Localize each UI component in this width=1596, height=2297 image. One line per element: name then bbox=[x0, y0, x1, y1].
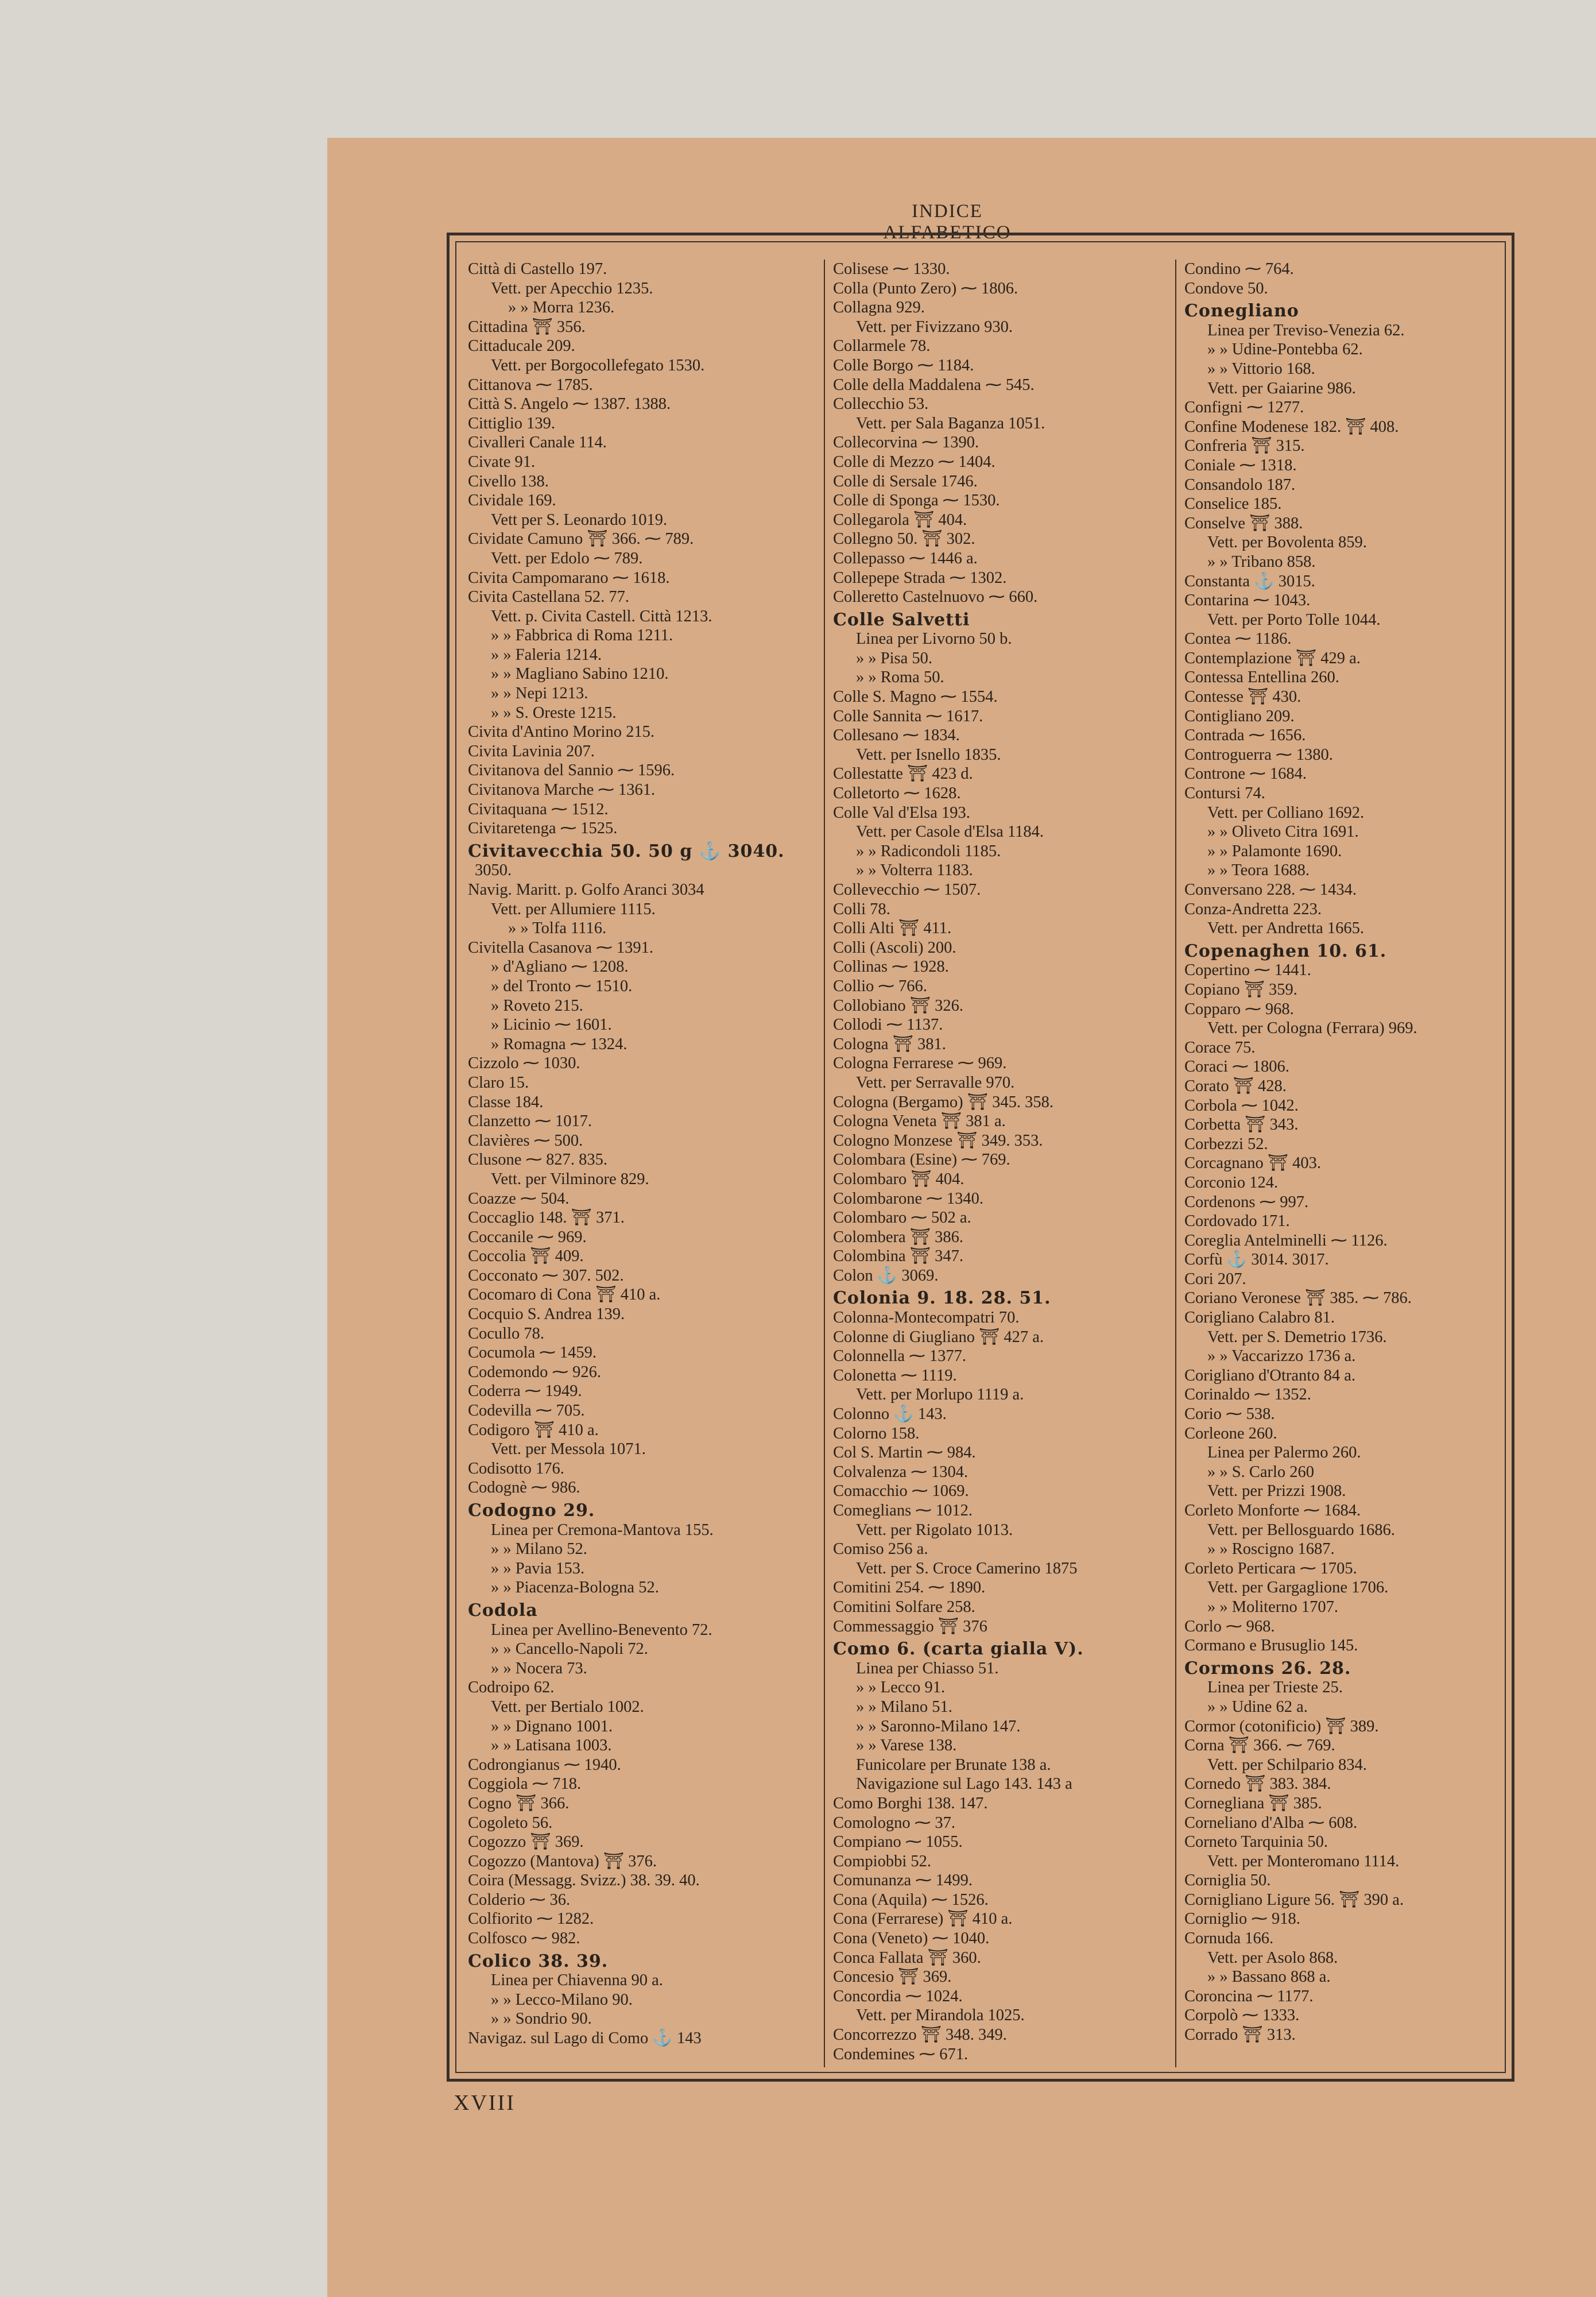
index-entry: Vett. per Fivizzano 930. bbox=[856, 318, 1013, 336]
index-entry: » » Moliterno 1707. bbox=[1207, 1598, 1338, 1616]
index-entry: Cori 207. bbox=[1184, 1270, 1246, 1288]
index-entry: Vett. per Vilminore 829. bbox=[491, 1170, 649, 1188]
index-entry: Commessaggio ⛩ 376 bbox=[833, 1617, 987, 1635]
index-entry: Coazze ⁓ 504. bbox=[468, 1189, 570, 1208]
index-entry: Coira (Messagg. Svizz.) 38. 39. 40. bbox=[468, 1871, 700, 1890]
index-column-2 bbox=[824, 260, 1172, 2067]
index-entry: » Licinio ⁓ 1601. bbox=[491, 1016, 612, 1034]
index-entry: » Roveto 215. bbox=[491, 996, 583, 1015]
index-entry: Cividate Camuno ⛩ 366. ⁓ 789. bbox=[468, 530, 694, 548]
index-entry: Colonetta ⁓ 1119. bbox=[833, 1366, 957, 1385]
index-entry: Collarmele 78. bbox=[833, 337, 931, 355]
index-entry: Cologna ⛩ 381. bbox=[833, 1035, 946, 1053]
index-entry: Contrada ⁓ 1656. bbox=[1184, 726, 1306, 745]
index-entry: Città S. Angelo ⁓ 1387. 1388. bbox=[468, 395, 671, 413]
index-entry: Contea ⁓ 1186. bbox=[1184, 630, 1292, 648]
index-entry: Controguerra ⁓ 1380. bbox=[1184, 745, 1333, 764]
index-entry: Civello 138. bbox=[468, 472, 549, 490]
index-entry: Vett. per Cologna (Ferrara) 969. bbox=[1207, 1019, 1417, 1038]
index-entry: Colle Val d'Elsa 193. bbox=[833, 803, 970, 822]
index-entry: » » Udine-Pontebba 62. bbox=[1207, 341, 1363, 359]
index-entry: Cogozzo ⛩ 369. bbox=[468, 1833, 584, 1851]
index-entry: Coreglia Antelminelli ⁓ 1126. bbox=[1184, 1231, 1388, 1250]
index-entry: » » Latisana 1003. bbox=[491, 1737, 612, 1755]
index-entry: Copparo ⁓ 968. bbox=[1184, 1000, 1294, 1018]
index-entry: Colonnella ⁓ 1377. bbox=[833, 1347, 966, 1366]
index-entry: Colonno ⚓ 143. bbox=[833, 1405, 947, 1424]
index-entry: Consandolo 187. bbox=[1184, 475, 1296, 494]
index-entry: Cordenons ⁓ 997. bbox=[1184, 1193, 1309, 1211]
index-entry: Cogno ⛩ 366. bbox=[468, 1794, 570, 1812]
index-entry: Cormano e Brusuglio 145. bbox=[1184, 1637, 1358, 1655]
index-entry: Linea per Livorno 50 b. bbox=[856, 630, 1012, 648]
index-entry: Corlo ⁓ 968. bbox=[1184, 1617, 1275, 1635]
index-entry: Comeglians ⁓ 1012. bbox=[833, 1502, 973, 1519]
index-entry: Colle di Sponga ⁓ 1530. bbox=[833, 492, 1000, 510]
index-entry: Linea per Chiasso 51. bbox=[856, 1659, 999, 1677]
index-heading-entry: Colle Salvetti bbox=[833, 609, 970, 630]
index-entry: Vett. per S. Demetrio 1736. bbox=[1207, 1328, 1387, 1346]
index-entry: » » Vittorio 168. bbox=[1207, 359, 1315, 378]
index-entry: Corneliano d'Alba ⁓ 608. bbox=[1184, 1813, 1358, 1832]
index-entry: Contarina ⁓ 1043. bbox=[1184, 591, 1311, 610]
index-entry: » » Vaccarizzo 1736 a. bbox=[1207, 1347, 1356, 1366]
index-entry: » » Cancello-Napoli 72. bbox=[491, 1640, 648, 1658]
index-entry: Vett. per Messola 1071. bbox=[491, 1440, 646, 1459]
index-entry: » » Tolfa 1116. bbox=[508, 919, 607, 938]
index-entry: » » Roma 50. bbox=[856, 668, 944, 687]
index-entry: Colle Borgo ⁓ 1184. bbox=[833, 356, 974, 374]
index-entry: Cona (Veneto) ⁓ 1040. bbox=[833, 1929, 990, 1948]
index-entry: » del Tronto ⁓ 1510. bbox=[491, 977, 633, 995]
index-entry: Vett. per Bellosguardo 1686. bbox=[1207, 1521, 1395, 1539]
index-heading-entry: Colico 38. 39. bbox=[468, 1951, 609, 1971]
index-entry: Comologno ⁓ 37. bbox=[833, 1813, 955, 1832]
index-entry: Cittanova ⁓ 1785. bbox=[468, 376, 593, 394]
index-entry: » » Fabbrica di Roma 1211. bbox=[491, 627, 673, 645]
index-entry: Vett. per Bovolenta 859. bbox=[1207, 533, 1367, 552]
index-entry: Corigliano Calabro 81. bbox=[1184, 1309, 1335, 1327]
index-entry: Coccolia ⛩ 409. bbox=[468, 1247, 584, 1266]
index-entry: Corbetta ⛩ 343. bbox=[1184, 1116, 1299, 1134]
index-entry: Corio ⁓ 538. bbox=[1184, 1405, 1275, 1424]
index-entry: Civita Castellana 52. 77. bbox=[468, 588, 629, 606]
index-entry: Colletorto ⁓ 1628. bbox=[833, 784, 961, 803]
index-entry: Civitella Casanova ⁓ 1391. bbox=[468, 938, 653, 957]
index-entry: Cordovado 171. bbox=[1184, 1212, 1290, 1231]
index-entry: Vett. per Colliano 1692. bbox=[1207, 803, 1365, 822]
index-entry: Conza-Andretta 223. bbox=[1184, 900, 1322, 918]
index-entry: Vett. per Bertialo 1002. bbox=[491, 1697, 644, 1716]
index-entry: Cormor (cotonificio) ⛩ 389. bbox=[1184, 1717, 1379, 1735]
index-heading-entry: Como 6. (carta gialla V). bbox=[833, 1639, 1084, 1660]
index-entry: Cittadina ⛩ 356. bbox=[468, 318, 586, 336]
index-entry: Concesio ⛩ 369. bbox=[833, 1968, 952, 1986]
index-entry: Vett. per Mirandola 1025. bbox=[856, 2006, 1025, 2025]
index-entry: » » Udine 62 a. bbox=[1207, 1697, 1308, 1716]
index-entry: Claro 15. bbox=[468, 1073, 529, 1092]
index-entry: Corrado ⛩ 313. bbox=[1184, 2026, 1296, 2044]
index-entry: » » Nocera 73. bbox=[491, 1659, 587, 1677]
index-entry: » Romagna ⁓ 1324. bbox=[491, 1035, 627, 1053]
index-entry: Colombaro ⁓ 502 a. bbox=[833, 1209, 971, 1227]
page-header: INDICE ALFABETICO bbox=[883, 201, 1012, 243]
index-entry: Codigoro ⛩ 410 a. bbox=[468, 1421, 599, 1439]
index-entry: Cona (Ferrarese) ⛩ 410 a. bbox=[833, 1910, 1013, 1928]
index-entry: Conversano 228. ⁓ 1434. bbox=[1184, 881, 1357, 899]
index-entry: Colombara (Esine) ⁓ 769. bbox=[833, 1151, 1010, 1169]
index-entry: Corconio 124. bbox=[1184, 1173, 1279, 1192]
index-entry: Vett. per Sala Baganza 1051. bbox=[856, 414, 1045, 432]
page-number: XVIII bbox=[454, 2091, 516, 2115]
index-column-3 bbox=[1175, 260, 1517, 2067]
index-entry: Corna ⛩ 366. ⁓ 769. bbox=[1184, 1737, 1335, 1755]
index-entry: » d'Agliano ⁓ 1208. bbox=[491, 958, 629, 976]
index-entry: Condino ⁓ 764. bbox=[1184, 260, 1294, 278]
index-entry: Collinas ⁓ 1928. bbox=[833, 958, 949, 976]
index-entry: Linea per Treviso-Venezia 62. bbox=[1207, 321, 1405, 339]
index-column-1 bbox=[468, 260, 812, 2067]
index-entry: Col S. Martin ⁓ 984. bbox=[833, 1444, 976, 1462]
index-entry: Linea per Trieste 25. bbox=[1207, 1679, 1343, 1697]
index-entry: Colombarone ⁓ 1340. bbox=[833, 1189, 984, 1208]
index-heading-entry: Colonia 9. 18. 28. 51. bbox=[833, 1288, 1051, 1309]
index-entry: Colla (Punto Zero) ⁓ 1806. bbox=[833, 279, 1018, 297]
index-entry: Coniale ⁓ 1318. bbox=[1184, 456, 1297, 474]
index-entry: Linea per Avellino-Benevento 72. bbox=[491, 1621, 712, 1639]
index-entry: Codroipo 62. bbox=[468, 1679, 555, 1697]
index-entry: Vett. per Serravalle 970. bbox=[856, 1073, 1015, 1092]
index-entry: Civita Lavinia 207. bbox=[468, 742, 595, 760]
index-entry: Colli (Ascoli) 200. bbox=[833, 938, 956, 957]
index-entry: Confine Modenese 182. ⛩ 408. bbox=[1184, 417, 1399, 436]
index-entry: Cologna Veneta ⛩ 381 a. bbox=[833, 1112, 1006, 1131]
index-heading-entry: Cormons 26. 28. bbox=[1184, 1658, 1351, 1679]
index-entry: Colle di Mezzo ⁓ 1404. bbox=[833, 453, 995, 471]
index-frame bbox=[447, 233, 1514, 2082]
index-entry: Colon ⚓ 3069. bbox=[833, 1266, 939, 1285]
index-entry: Coccanile ⁓ 969. bbox=[468, 1228, 587, 1246]
index-entry: Civate 91. bbox=[468, 453, 536, 471]
index-entry: Codognè ⁓ 986. bbox=[468, 1479, 580, 1497]
index-entry: Clanzetto ⁓ 1017. bbox=[468, 1112, 592, 1131]
index-entry: Collobiano ⛩ 326. bbox=[833, 996, 963, 1015]
index-entry: » » Nepi 1213. bbox=[491, 685, 588, 703]
index-entry: Cologna (Bergamo) ⛩ 345. 358. bbox=[833, 1093, 1053, 1111]
index-entry: Comitini 254. ⁓ 1890. bbox=[833, 1579, 986, 1597]
index-entry: » » Lecco 91. bbox=[856, 1679, 946, 1697]
index-entry: Città di Castello 197. bbox=[468, 260, 607, 278]
index-entry: Colombaro ⛩ 404. bbox=[833, 1170, 964, 1188]
index-entry: » » Sondrio 90. bbox=[491, 2010, 592, 2028]
index-entry: » » Radicondoli 1185. bbox=[856, 842, 1001, 860]
index-entry: Collegarola ⛩ 404. bbox=[833, 511, 967, 529]
index-entry: Coderra ⁓ 1949. bbox=[468, 1382, 582, 1401]
index-entry: Collagna 929. bbox=[833, 299, 925, 317]
index-entry: Contursi 74. bbox=[1184, 784, 1265, 803]
index-entry: Clavières ⁓ 500. bbox=[468, 1131, 583, 1150]
index-entry: Copertino ⁓ 1441. bbox=[1184, 961, 1311, 980]
index-entry: Corleone 260. bbox=[1184, 1424, 1277, 1443]
index-entry: Controne ⁓ 1684. bbox=[1184, 765, 1307, 783]
index-entry: Vett. per Andretta 1665. bbox=[1207, 919, 1365, 938]
index-entry: Vett. per Edolo ⁓ 789. bbox=[491, 549, 643, 567]
index-entry: Collio ⁓ 766. bbox=[833, 977, 927, 995]
index-entry: Codemondo ⁓ 926. bbox=[468, 1363, 601, 1381]
index-entry: Collestatte ⛩ 423 d. bbox=[833, 765, 973, 783]
index-entry: Vett. per Porto Tolle 1044. bbox=[1207, 610, 1381, 629]
index-entry: Vett. per Casole d'Elsa 1184. bbox=[856, 823, 1044, 841]
index-entry: Colonne di Giugliano ⛩ 427 a. bbox=[833, 1328, 1044, 1346]
index-entry: Comunanza ⁓ 1499. bbox=[833, 1871, 973, 1890]
index-entry: Navigazione sul Lago 143. 143 a bbox=[856, 1775, 1072, 1793]
index-entry: Cocconato ⁓ 307. 502. bbox=[468, 1266, 624, 1285]
index-entry: Linea per Cremona-Mantova 155. bbox=[491, 1521, 714, 1539]
index-entry: » » Varese 138. bbox=[856, 1737, 957, 1755]
index-entry: Contemplazione ⛩ 429 a. bbox=[1184, 649, 1361, 667]
index-entry: Vett per S. Leonardo 1019. bbox=[491, 511, 668, 529]
index-entry: Colombina ⛩ 347. bbox=[833, 1247, 963, 1266]
index-entry: Cocumola ⁓ 1459. bbox=[468, 1344, 597, 1362]
index-entry: Cornegliana ⛩ 385. bbox=[1184, 1794, 1322, 1812]
index-entry: Clusone ⁓ 827. 835. bbox=[468, 1151, 608, 1169]
index-entry: Colderio ⁓ 36. bbox=[468, 1890, 571, 1909]
index-entry: Navig. Maritt. p. Golfo Aranci 3034 bbox=[468, 881, 704, 899]
index-entry: » » Dignano 1001. bbox=[491, 1717, 613, 1735]
index-entry: Coroncina ⁓ 1177. bbox=[1184, 1987, 1314, 2005]
index-entry: Cittiglio 139. bbox=[468, 414, 556, 432]
index-entry: Compiano ⁓ 1055. bbox=[833, 1833, 963, 1851]
index-entry: Civita d'Antino Morino 215. bbox=[468, 723, 654, 741]
index-entry: » » Milano 52. bbox=[491, 1540, 587, 1559]
index-entry: Corneto Tarquinia 50. bbox=[1184, 1833, 1328, 1851]
index-entry: Condemines ⁓ 671. bbox=[833, 2045, 969, 2063]
index-entry: Comitini Solfare 258. bbox=[833, 1598, 975, 1616]
index-entry: Colli 78. bbox=[833, 900, 890, 918]
index-heading-entry: Copenaghen 10. 61. bbox=[1184, 941, 1387, 961]
index-entry: Vett. per S. Croce Camerino 1875 bbox=[856, 1559, 1078, 1577]
index-entry: Collepasso ⁓ 1446 a. bbox=[833, 549, 978, 567]
index-entry: Civitaretenga ⁓ 1525. bbox=[468, 819, 618, 838]
index-entry: Vett. per Isnello 1835. bbox=[856, 745, 1001, 764]
index-entry: Cocquio S. Andrea 139. bbox=[468, 1305, 625, 1324]
index-entry: Corniglio ⁓ 918. bbox=[1184, 1910, 1300, 1928]
index-entry: Corleto Monforte ⁓ 1684. bbox=[1184, 1502, 1361, 1519]
index-entry: Collevecchio ⁓ 1507. bbox=[833, 881, 981, 899]
index-heading-entry: Codola bbox=[468, 1600, 538, 1621]
index-entry: » » Palamonte 1690. bbox=[1207, 842, 1342, 860]
index-entry: » » Oliveto Citra 1691. bbox=[1207, 823, 1359, 841]
index-entry: Collepepe Strada ⁓ 1302. bbox=[833, 569, 1007, 587]
index-entry: Conca Fallata ⛩ 360. bbox=[833, 1948, 981, 1967]
index-entry: Vett. per Monteromano 1114. bbox=[1207, 1852, 1400, 1870]
index-entry: » » Faleria 1214. bbox=[491, 645, 602, 664]
index-entry: Colle della Maddalena ⁓ 545. bbox=[833, 376, 1035, 394]
index-entry: » » Tribano 858. bbox=[1207, 552, 1316, 571]
index-entry: Vett. per Allumiere 1115. bbox=[491, 900, 656, 918]
index-entry: Concorrezzo ⛩ 348. 349. bbox=[833, 2026, 1007, 2044]
index-entry: Cizzolo ⁓ 1030. bbox=[468, 1054, 580, 1073]
index-entry: 3050. bbox=[475, 861, 512, 880]
index-entry: Corpolò ⁓ 1333. bbox=[1184, 2006, 1300, 2025]
index-entry: Colvalenza ⁓ 1304. bbox=[833, 1463, 969, 1481]
index-entry: Cittaducale 209. bbox=[468, 337, 575, 355]
index-entry: Cocomaro di Cona ⛩ 410 a. bbox=[468, 1286, 661, 1304]
index-entry: Cividale 169. bbox=[468, 492, 556, 510]
index-entry: Contessa Entellina 260. bbox=[1184, 668, 1339, 687]
index-entry: Corinaldo ⁓ 1352. bbox=[1184, 1386, 1311, 1404]
index-entry: Constanta ⚓ 3015. bbox=[1184, 572, 1315, 590]
index-entry: Civitanova Marche ⁓ 1361. bbox=[468, 781, 656, 799]
index-entry: Colle S. Magno ⁓ 1554. bbox=[833, 688, 998, 706]
index-entry: » » Volterra 1183. bbox=[856, 861, 973, 880]
index-heading-entry: Civitavecchia 50. 50 g ⚓ 3040. bbox=[468, 841, 785, 861]
index-entry: Corbezzi 52. bbox=[1184, 1135, 1268, 1153]
index-entry: » » S. Oreste 1215. bbox=[491, 703, 617, 722]
index-entry: Linea per Chiavenna 90 a. bbox=[491, 1971, 663, 1990]
index-entry: Configni ⁓ 1277. bbox=[1184, 399, 1304, 417]
index-entry: Civalleri Canale 114. bbox=[468, 434, 607, 452]
index-entry: Compiobbi 52. bbox=[833, 1852, 932, 1870]
index-entry: Colli Alti ⛩ 411. bbox=[833, 919, 952, 938]
index-entry: Comacchio ⁓ 1069. bbox=[833, 1482, 969, 1501]
index-entry: Codrongianus ⁓ 1940. bbox=[468, 1755, 621, 1774]
index-entry: Colle di Sersale 1746. bbox=[833, 472, 978, 490]
index-entry: Codevilla ⁓ 705. bbox=[468, 1402, 585, 1420]
index-entry: Cocullo 78. bbox=[468, 1324, 544, 1343]
index-entry: Funicolare per Brunate 138 a. bbox=[856, 1755, 1051, 1774]
index-entry: Classe 184. bbox=[468, 1093, 544, 1111]
index-heading-entry: Codogno 29. bbox=[468, 1501, 595, 1521]
index-entry: Colisese ⁓ 1330. bbox=[833, 260, 950, 278]
index-entry: Cogoleto 56. bbox=[468, 1813, 553, 1832]
index-entry: Vett. per Asolo 868. bbox=[1207, 1948, 1338, 1967]
index-entry: » » Pisa 50. bbox=[856, 649, 933, 667]
index-entry: Corato ⛩ 428. bbox=[1184, 1077, 1287, 1095]
index-entry: Conselice 185. bbox=[1184, 495, 1282, 513]
index-entry: Coccaglio 148. ⛩ 371. bbox=[468, 1209, 625, 1227]
index-entry: » » S. Carlo 260 bbox=[1207, 1463, 1315, 1481]
index-entry: Coraci ⁓ 1806. bbox=[1184, 1058, 1289, 1076]
index-heading-entry: Conegliano bbox=[1184, 301, 1299, 322]
index-entry: Vett. per Borgocollefegato 1530. bbox=[491, 356, 705, 374]
index-entry: Colleretto Castelnuovo ⁓ 660. bbox=[833, 588, 1038, 606]
index-entry: Collesano ⁓ 1834. bbox=[833, 726, 960, 745]
index-entry: Copiano ⛩ 359. bbox=[1184, 980, 1297, 999]
index-entry: » » Lecco-Milano 90. bbox=[491, 1990, 633, 2009]
index-entry: Corfù ⚓ 3014. 3017. bbox=[1184, 1251, 1329, 1269]
index-entry: Vett. per Gargaglione 1706. bbox=[1207, 1579, 1389, 1597]
index-entry: Codisotto 176. bbox=[468, 1459, 564, 1478]
index-entry: Collecchio 53. bbox=[833, 395, 929, 413]
index-entry: » » Teora 1688. bbox=[1207, 861, 1310, 880]
index-entry: Vett. per Prizzi 1908. bbox=[1207, 1482, 1346, 1501]
index-entry: Corace 75. bbox=[1184, 1038, 1256, 1057]
index-entry: Como Borghi 138. 147. bbox=[833, 1794, 988, 1812]
index-entry: Colonna-Montecompatri 70. bbox=[833, 1309, 1020, 1327]
index-entry: Linea per Palermo 260. bbox=[1207, 1444, 1361, 1462]
index-entry: Corbola ⁓ 1042. bbox=[1184, 1096, 1299, 1115]
index-entry: Cornedo ⛩ 383. 384. bbox=[1184, 1775, 1331, 1793]
index-entry: Confreria ⛩ 315. bbox=[1184, 437, 1305, 455]
index-entry: Civita Campomarano ⁓ 1618. bbox=[468, 569, 670, 587]
index-entry: Cologno Monzese ⛩ 349. 353. bbox=[833, 1131, 1043, 1150]
index-entry: Vett. per Morlupo 1119 a. bbox=[856, 1386, 1024, 1404]
index-entry: Colle Sannita ⁓ 1617. bbox=[833, 707, 983, 725]
index-entry: Colorno 158. bbox=[833, 1424, 920, 1443]
index-frame-inner bbox=[455, 241, 1506, 2073]
index-entry: Civitanova del Sannio ⁓ 1596. bbox=[468, 761, 675, 780]
index-entry: » » Piacenza-Bologna 52. bbox=[491, 1579, 659, 1597]
index-entry: Concordia ⁓ 1024. bbox=[833, 1987, 963, 2005]
index-entry: Collecorvina ⁓ 1390. bbox=[833, 434, 979, 452]
index-entry: Vett. p. Civita Castell. Città 1213. bbox=[491, 607, 712, 625]
index-entry: Cornuda 166. bbox=[1184, 1929, 1274, 1948]
index-entry: Cogozzo (Mantova) ⛩ 376. bbox=[468, 1852, 657, 1870]
index-entry: Corleto Perticara ⁓ 1705. bbox=[1184, 1559, 1357, 1577]
index-entry: Cornigliano Ligure 56. ⛩ 390 a. bbox=[1184, 1890, 1404, 1909]
index-entry: » » Milano 51. bbox=[856, 1697, 952, 1716]
index-entry: Colfiorito ⁓ 1282. bbox=[468, 1910, 594, 1928]
index-entry: » » Bassano 868 a. bbox=[1207, 1968, 1331, 1986]
index-entry: Condove 50. bbox=[1184, 279, 1268, 297]
index-entry: Corigliano d'Otranto 84 a. bbox=[1184, 1366, 1355, 1385]
index-entry: Civitaquana ⁓ 1512. bbox=[468, 800, 609, 818]
index-entry: » » Saronno-Milano 147. bbox=[856, 1717, 1021, 1735]
index-entry: Collegno 50. ⛩ 302. bbox=[833, 530, 975, 548]
index-entry: Vett. per Apecchio 1235. bbox=[491, 279, 653, 297]
index-entry: Collodi ⁓ 1137. bbox=[833, 1016, 943, 1034]
index-entry: Corniglia 50. bbox=[1184, 1871, 1271, 1890]
index-entry: Vett. per Rigolato 1013. bbox=[856, 1521, 1013, 1539]
index-entry: Conselve ⛩ 388. bbox=[1184, 514, 1303, 532]
index-entry: Contigliano 209. bbox=[1184, 707, 1295, 725]
index-entry: Contesse ⛩ 430. bbox=[1184, 688, 1301, 706]
index-entry: Colombera ⛩ 386. bbox=[833, 1228, 963, 1246]
index-entry: » » Roscigno 1687. bbox=[1207, 1540, 1335, 1559]
index-entry: Coggiola ⁓ 718. bbox=[468, 1775, 582, 1793]
index-entry: » » Pavia 153. bbox=[491, 1559, 585, 1577]
index-entry: » » Morra 1236. bbox=[508, 299, 615, 317]
index-entry: Vett. per Gaiarine 986. bbox=[1207, 379, 1356, 397]
index-entry: Navigaz. sul Lago di Como ⚓ 143 bbox=[468, 2029, 702, 2048]
index-entry: Cologna Ferrarese ⁓ 969. bbox=[833, 1054, 1007, 1073]
index-entry: » » Magliano Sabino 1210. bbox=[491, 665, 669, 683]
index-entry: Corcagnano ⛩ 403. bbox=[1184, 1154, 1322, 1173]
index-entry: Colfosco ⁓ 982. bbox=[468, 1929, 580, 1948]
index-entry: Cona (Aquila) ⁓ 1526. bbox=[833, 1890, 989, 1909]
index-entry: Coriano Veronese ⛩ 385. ⁓ 786. bbox=[1184, 1289, 1412, 1308]
index-entry: Comiso 256 a. bbox=[833, 1540, 928, 1559]
index-entry: Vett. per Schilpario 834. bbox=[1207, 1755, 1367, 1774]
